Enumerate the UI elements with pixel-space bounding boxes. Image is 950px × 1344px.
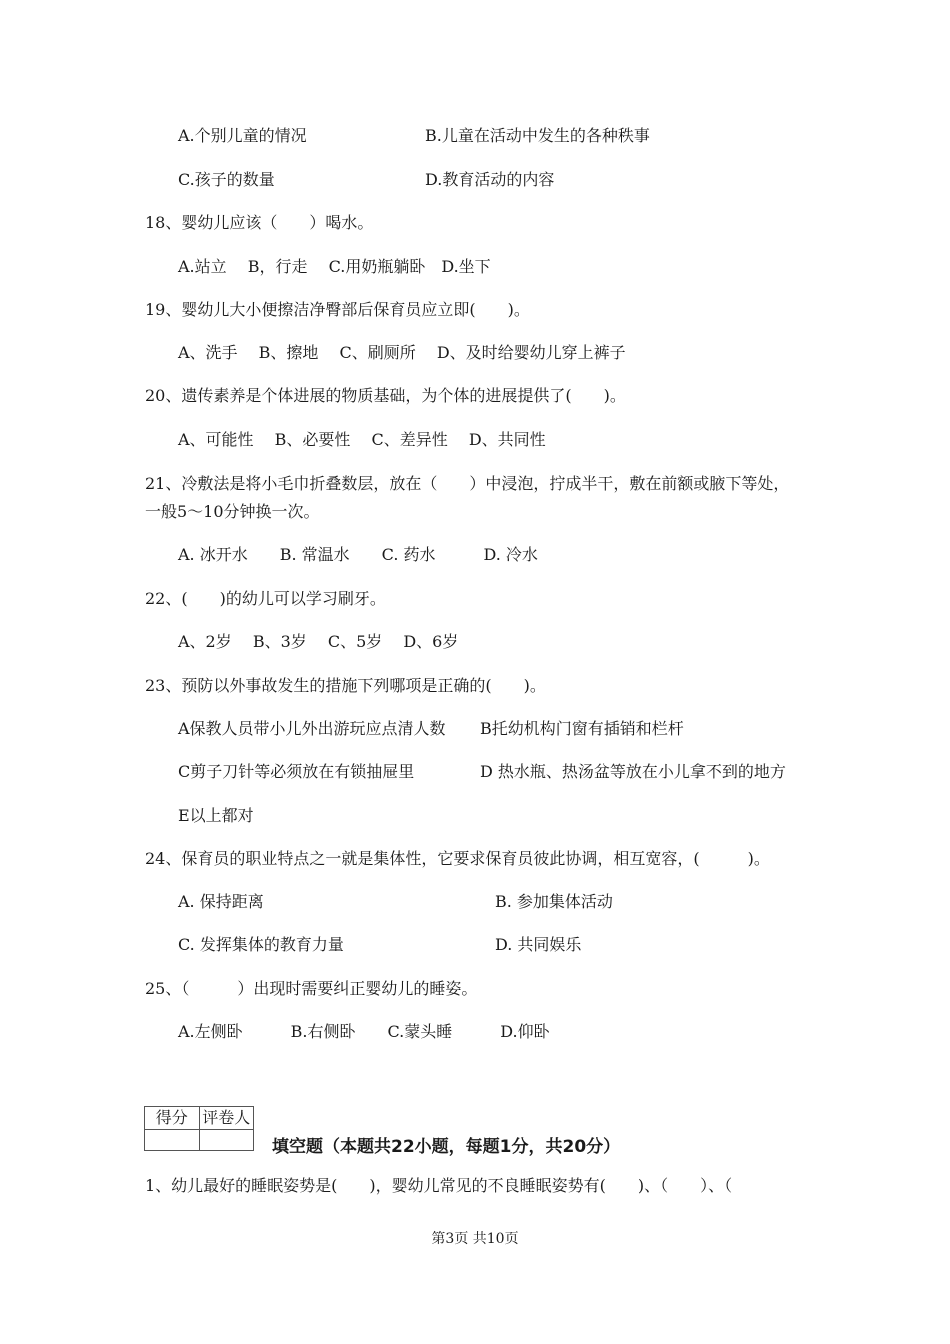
reviewer-cell — [199, 1130, 254, 1151]
question-stem: 22、( )的幼儿可以学习刷牙。 — [145, 589, 386, 608]
options-line: A.左侧卧 B.右侧卧 C.蒙头睡 D.仰卧 — [178, 1022, 550, 1041]
option-text: C.孩子的数量 — [178, 170, 275, 189]
score-table — [144, 1106, 254, 1151]
options-line: A、可能性 B、必要性 C、差异性 D、共同性 — [178, 430, 546, 449]
page-footer: 第3页 共10页 — [431, 1231, 519, 1247]
question-stem: 20、遗传素养是个体进展的物质基础，为个体的进展提供了( )。 — [145, 386, 626, 405]
option-text: C剪子刀针等必须放在有锁抽屉里 — [178, 762, 415, 781]
question-stem: 21、冷敷法是将小毛巾折叠数层，放在（ ）中浸泡，拧成半干，敷在前额或腋下等处， — [145, 474, 790, 493]
option-text: B托幼机构门窗有插销和栏杆 — [480, 719, 684, 738]
question-stem: 1、幼儿最好的睡眠姿势是( )，婴幼儿常见的不良睡眠姿势有( )、（ ）、（ — [145, 1176, 733, 1195]
section-title: 填空题（本题共22小题，每题1分，共20分） — [272, 1137, 621, 1157]
option-text: A保教人员带小儿外出游玩应点清人数 — [178, 719, 446, 738]
question-stem: 19、婴幼儿大小便擦洁净臀部后保育员应立即( )。 — [145, 300, 530, 319]
question-stem: 18、婴幼儿应该（ ）喝水。 — [145, 213, 374, 232]
options-line: A、洗手 B、擦地 C、刷厕所 D、及时给婴幼儿穿上裤子 — [178, 343, 626, 362]
question-stem: 24、保育员的职业特点之一就是集体性，它要求保育员彼此协调，相互宽容，( )。 — [145, 849, 770, 868]
option-text: C. 发挥集体的教育力量 — [178, 935, 344, 954]
question-stem: 一般5～10分钟换一次。 — [145, 502, 320, 521]
option-text: B.儿童在活动中发生的各种秩事 — [425, 126, 650, 145]
option-text: A. 保持距离 — [178, 892, 264, 911]
option-text: B. 参加集体活动 — [495, 892, 613, 911]
option-text: D. 共同娱乐 — [495, 935, 582, 954]
option-text: D 热水瓶、热汤盆等放在小儿拿不到的地方 — [480, 762, 786, 781]
option-text: A.个别儿童的情况 — [178, 126, 307, 145]
options-line: A. 冰开水 B. 常温水 C. 药水 D. 冷水 — [178, 545, 538, 564]
options-line: A.站立 B，行走 C.用奶瓶躺卧 D.坐下 — [178, 257, 491, 276]
reviewer-header: 评卷人 — [199, 1107, 254, 1130]
option-text: E以上都对 — [178, 806, 254, 825]
option-text: D.教育活动的内容 — [425, 170, 555, 189]
question-stem: 23、预防以外事故发生的措施下列哪项是正确的( )。 — [145, 676, 546, 695]
question-stem: 25、（ ）出现时需要纠正婴幼儿的睡姿。 — [145, 979, 478, 998]
score-header: 得分 — [145, 1107, 200, 1130]
score-cell — [145, 1130, 200, 1151]
options-line: A、2岁 B、3岁 C、5岁 D、6岁 — [178, 632, 459, 651]
